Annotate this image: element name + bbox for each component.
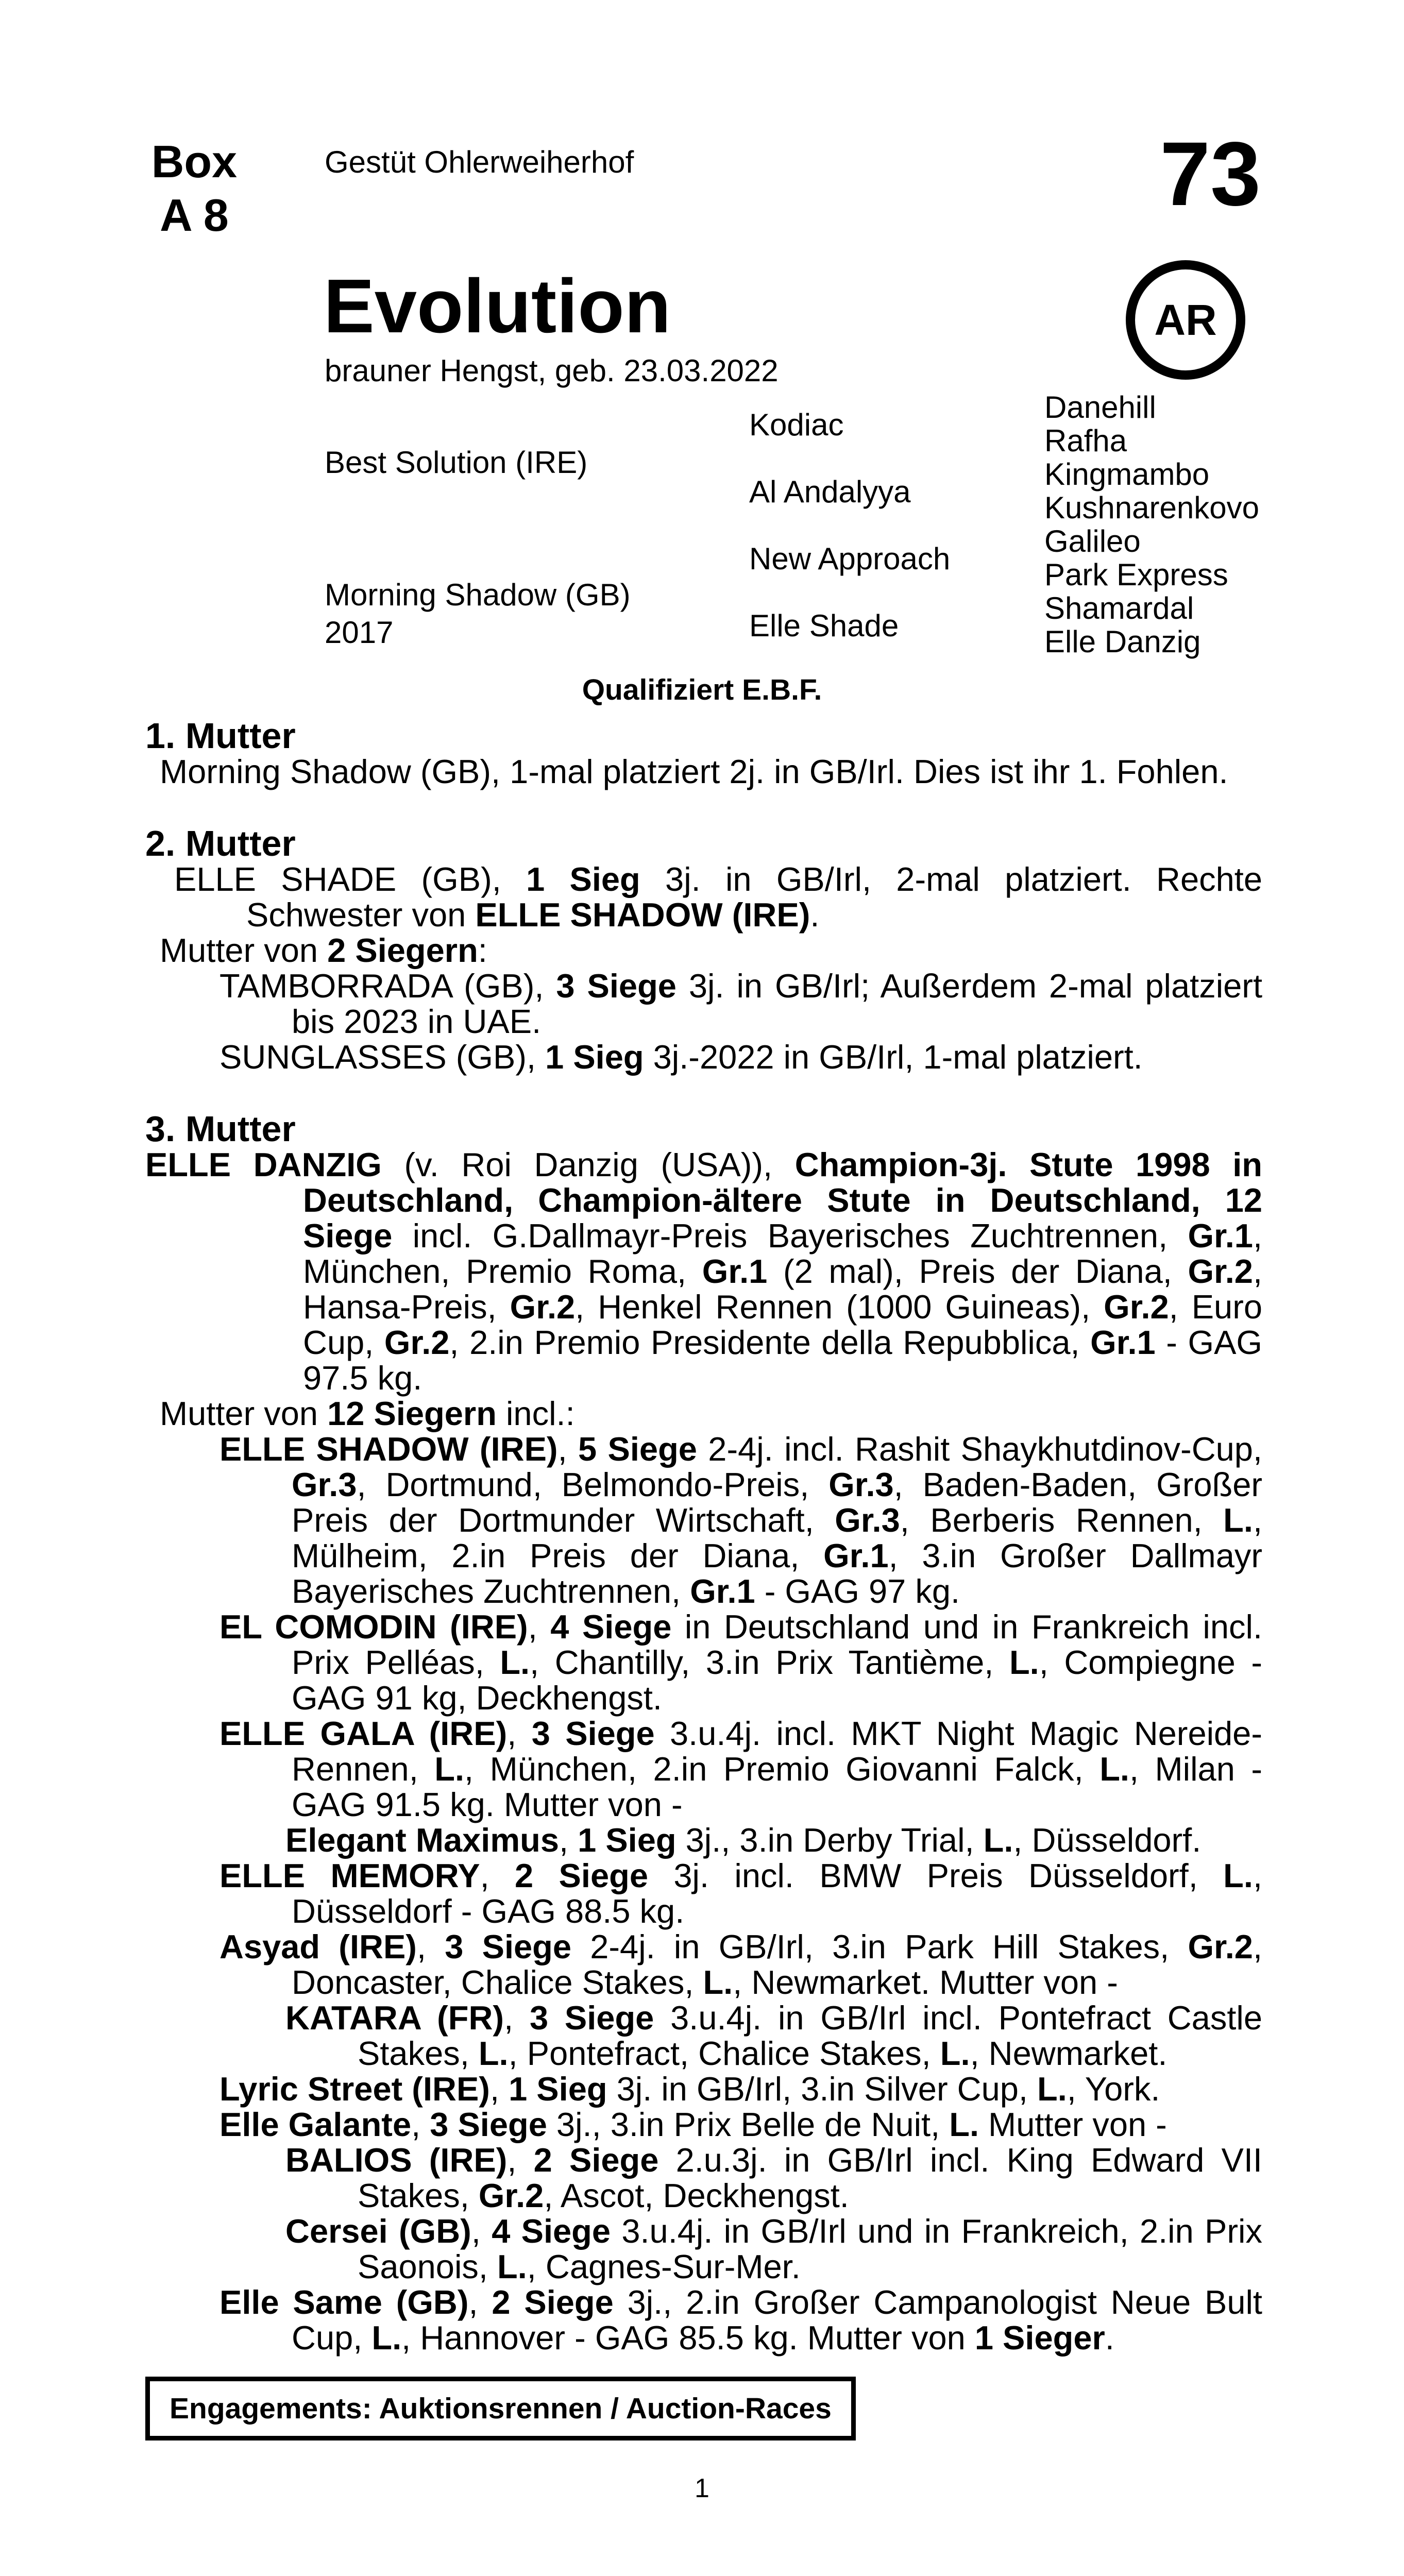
win-count: 1 Sieg [578,1821,676,1859]
race-text: , [468,2283,492,2321]
grade: Gr.1 [1188,1217,1253,1255]
pedigree-great-grandparent: Park Express [1044,557,1228,592]
race-text: , Baden-Baden, Großer Preis der Dortmunder Wirtschaft, [292,1466,1262,1539]
listed: L. [1099,1750,1129,1788]
first-dam-text: Morning Shadow (GB), 1-mal platziert 2j. in GB/Irl. Dies ist ihr 1. Fohlen. [160,753,1228,790]
race-text: . [810,896,820,934]
horse-name: Evolution [324,264,671,349]
pedigree-grandparent: Elle Shade [749,608,899,643]
win-count: 1 Sieg [545,1038,644,1076]
grade: Gr.2 [1188,1928,1253,1965]
race-text: , Chantilly, 3.in Prix Tantième, [530,1643,1009,1681]
listed: L. [478,2035,509,2072]
horse-description: brauner Hengst, geb. 23.03.2022 [325,353,779,388]
grade: Gr.2 [1188,1252,1253,1290]
race-text: , 2.in Premio Presidente della Repubblica, [449,1324,1091,1361]
race-text: 3.u.4j. in GB/Irl incl. Pontefract Castle Stakes, [358,1999,1262,2072]
race-text: , [504,1999,530,2037]
winners-count: 2 Siegern [327,931,478,969]
progeny-entry [205,968,1262,1039]
race-text: , Dortmund, Belmondo-Preis, [357,1466,829,1503]
section-heading: 3. Mutter [145,1109,296,1149]
race-text: 3.u.4j. incl. MKT Night Magic Nereide-Rennen, [292,1715,1262,1788]
race-text: 2.u.3j. in GB/Irl incl. King Edward VII Stakes, [358,2141,1262,2214]
pedigree-grandparent: Al Andalyya [749,474,911,509]
progeny-entry [205,2071,1262,2107]
race-text: 3j., 2.in Großer Campanologist Neue Bult Cup, [292,2283,1262,2357]
progeny-name: KATARA (FR) [285,1999,504,2037]
race-text: , Henkel Rennen (1000 Guineas), [575,1288,1104,1326]
progeny-name: Elegant Maximus [285,1821,559,1859]
section-heading: 2. Mutter [145,823,296,863]
second-dam-text [160,861,1262,933]
win-count: 2 Siege [492,2283,614,2321]
third-dam-section [145,1111,1262,2355]
win-count: 3 Siege [529,1999,654,2037]
progeny-entry [205,1929,1262,2000]
mother-of-suffix: : [478,931,487,969]
lot-number: 73 [1160,124,1261,225]
listed: L. [1009,1643,1039,1681]
progeny-name: ELLE GALA (IRE) [219,1715,508,1752]
race-text: , München, Premio Roma, [303,1217,1262,1290]
race-text: 2-4j. in GB/Irl, 3.in Park Hill Stakes, [571,1928,1188,1965]
race-text: , Düsseldorf. [1013,1821,1202,1859]
engagements-box: Engagements: Auktionsrennen / Auction-Races [145,2377,856,2441]
listed: L. [371,2319,402,2357]
race-text: , Berberis Rennen, [900,1501,1224,1539]
grade: Gr.2 [478,2177,544,2214]
dam-name: ELLE SHADE (GB), [174,860,527,898]
race-text: - GAG 97.5 kg. [303,1324,1262,1397]
champion-text: Champion-3j. Stute 1998 in Deutschland, Champion-ältere Stute in Deutschland, 12 Siege [303,1146,1263,1255]
first-dam-section [145,718,1262,789]
pedigree-sire: Best Solution (IRE) [325,445,588,480]
mother-of-prefix: Mutter von [160,1395,328,1432]
race-text: , [507,1715,532,1752]
box-code: A 8 [160,190,229,241]
race-text: (2 mal), Preis der Diana, [767,1252,1188,1290]
listed: L. [1223,1857,1253,1894]
page-number: 1 [695,2473,709,2503]
race-text: , Hansa-Preis, [303,1252,1262,1326]
race-text: , [489,2070,509,2108]
win-count: 3 Siege [445,1928,572,1965]
progeny-name: SUNGLASSES (GB), [219,1038,546,1076]
pedigree-great-grandparent: Galileo [1044,524,1141,558]
grade: Gr.2 [384,1324,450,1361]
race-text: , [416,1928,445,1965]
second-dam-section [145,825,1262,1075]
race-text: , Compiegne - GAG 91 kg, Deckhengst. [292,1643,1262,1717]
mother-of [160,1396,1262,1431]
win-count: 3 Siege [430,2106,547,2143]
pedigree-dam-year: 2017 [325,615,394,650]
progeny-name: TAMBORRADA (GB), [219,967,556,1005]
race-text: , Mülheim, 2.in Preis der Diana, [292,1501,1262,1574]
race-text: 2-4j. incl. Rashit Shaykhutdinov-Cup, [697,1430,1262,1468]
progeny-name: BALIOS (IRE) [285,2141,508,2179]
pedigree-great-grandparent: Shamardal [1044,591,1194,625]
race-text: 3j. incl. BMW Preis Düsseldorf, [648,1857,1224,1894]
race-text: - GAG 97 kg. [755,1572,960,1610]
pedigree-great-grandparent: Rafha [1044,423,1127,458]
progeny-entry [205,1716,1262,1822]
pedigree-grandparent: Kodiac [749,408,844,442]
grade: Gr.2 [510,1288,576,1326]
progeny-entry [271,1822,1262,1858]
grade: Gr.3 [828,1466,894,1503]
race-text: , Ascot, Deckhengst. [544,2177,849,2214]
grade: Gr.1 [823,1537,889,1574]
win-count: 5 Siege [578,1430,697,1468]
mother-of-prefix: Mutter von [160,931,328,969]
progeny-name: ELLE SHADOW (IRE) [219,1430,558,1468]
race-text: , [557,1430,578,1468]
sister-name: ELLE SHADOW (IRE) [475,896,810,934]
ar-badge [1126,260,1245,380]
progeny-entry [205,1039,1262,1075]
listed: L. [500,1643,530,1681]
progeny-entry [271,2213,1262,2284]
race-text: , Düsseldorf - GAG 88.5 kg. [292,1857,1262,1930]
grade: Gr.1 [702,1252,768,1290]
race-text: , Newmarket. Mutter von - [733,1963,1118,2001]
win-count: 4 Siege [492,2212,611,2250]
dam-sire: (v. Roi Danzig (USA)), [381,1146,795,1183]
progeny-name: Elle Galante [219,2106,412,2143]
pedigree-grandparent: New Approach [749,541,951,576]
mother-of [160,933,1262,968]
progeny-name: Asyad (IRE) [219,1928,417,1965]
race-text: 3j. in GB/Irl, 3.in Silver Cup, [607,2070,1038,2108]
win-count: 1 Sieg [509,2070,607,2108]
qualification: Qualifiziert E.B.F. [582,673,822,706]
listed: L. [940,2035,970,2072]
race-text: , München, 2.in Premio Giovanni Falck, [464,1750,1100,1788]
winners-count: 1 Sieger [974,2319,1105,2357]
race-text: 3j. in GB/Irl, 2-mal platziert. Rechte Schwester von [246,860,1262,934]
box-word: Box [151,136,238,187]
race-text: , Pontefract, Chalice Stakes, [508,2035,940,2072]
winners-count: 12 Siegern [327,1395,497,1432]
race-text: , Newmarket. [970,2035,1168,2072]
listed: L. [497,2248,527,2285]
win-count: 4 Siege [550,1608,672,1646]
race-text: 3j. in GB/Irl; Außerdem 2-mal platziert bis 2023 in UAE. [292,967,1262,1040]
race-text: , [507,2141,534,2179]
race-text: , York. [1067,2070,1160,2108]
listed: L. [1223,1501,1253,1539]
race-text: , [411,2106,430,2143]
breeder-name: Gestüt Ohlerweiherhof [325,145,634,179]
race-text: , Cagnes-Sur-Mer. [527,2248,801,2285]
grade: Gr.2 [1104,1288,1169,1326]
listed: L. [434,1750,465,1788]
progeny-entry [205,2107,1262,2142]
race-text: , 3.in Großer Dallmayr Bayerisches Zuchtrennen, [292,1537,1262,1610]
race-text: 3j.-2022 in GB/Irl, 1-mal platziert. [644,1038,1143,1076]
win-count: 3 Siege [531,1715,655,1752]
race-text: 3j., 3.in Prix Belle de Nuit, [547,2106,950,2143]
race-text: , Euro Cup, [303,1288,1262,1361]
win-count: 2 Siege [533,2141,659,2179]
progeny-entry [205,1609,1262,1716]
race-text: , [559,1821,578,1859]
progeny-name: Lyric Street (IRE) [219,2070,490,2108]
pedigree-great-grandparent: Kingmambo [1044,457,1210,492]
mother-of-suffix: incl.: [496,1395,575,1432]
progeny-entry [205,1431,1262,1609]
progeny-name: EL COMODIN (IRE) [219,1608,528,1646]
progeny-entry [205,1858,1262,1929]
pedigree-great-grandparent: Elle Danzig [1044,624,1201,659]
race-text: , [471,2212,492,2250]
race-text: , Milan - GAG 91.5 kg. Mutter von - [292,1750,1263,1823]
progeny-name: Cersei (GB) [285,2212,471,2250]
listed: L. [949,2106,979,2143]
race-text: in Deutschland und in Frankreich incl. Prix Pelléas, [292,1608,1263,1681]
race-text: , [528,1608,551,1646]
ar-badge-label: AR [1154,295,1217,344]
win-count: 1 Sieg [526,860,640,898]
race-text: , [480,1857,515,1894]
dam-name: ELLE DANZIG [145,1146,382,1183]
progeny-name: ELLE MEMORY [219,1857,480,1894]
race-text: 3.u.4j. in GB/Irl und in Frankreich, 2.in Prix Saonois, [358,2212,1262,2285]
progeny-entry [271,2142,1262,2213]
race-text: , Doncaster, Chalice Stakes, [292,1928,1263,2001]
race-text: incl. G.Dallmayr-Preis Bayerisches Zuchtrennen, [392,1217,1188,1255]
race-text: Mutter von - [979,2106,1167,2143]
progeny-name: Elle Same (GB) [219,2283,469,2321]
progeny-entry [271,2000,1262,2071]
race-text: , Hannover - GAG 85.5 kg. Mutter von [401,2319,975,2357]
pedigree-dam: Morning Shadow (GB) [325,578,631,612]
grade: Gr.3 [835,1501,900,1539]
progeny-entry [205,2284,1262,2355]
listed: L. [1037,2070,1067,2108]
race-text: 3j., 3.in Derby Trial, [676,1821,984,1859]
section-heading: 1. Mutter [145,716,296,756]
win-count: 2 Siege [515,1857,648,1894]
win-count: 3 Siege [556,967,676,1005]
listed: L. [703,1963,733,2001]
grade: Gr.1 [690,1572,755,1610]
listed: L. [983,1821,1013,1859]
box-label [145,135,243,242]
grade: Gr.3 [292,1466,357,1503]
dam-lines [145,718,1262,2392]
grade: Gr.1 [1090,1324,1156,1361]
pedigree-great-grandparent: Danehill [1044,390,1156,425]
third-dam-text [145,1147,1262,1396]
pedigree-great-grandparent: Kushnarenkovo [1044,490,1259,525]
race-text: . [1105,2319,1114,2357]
